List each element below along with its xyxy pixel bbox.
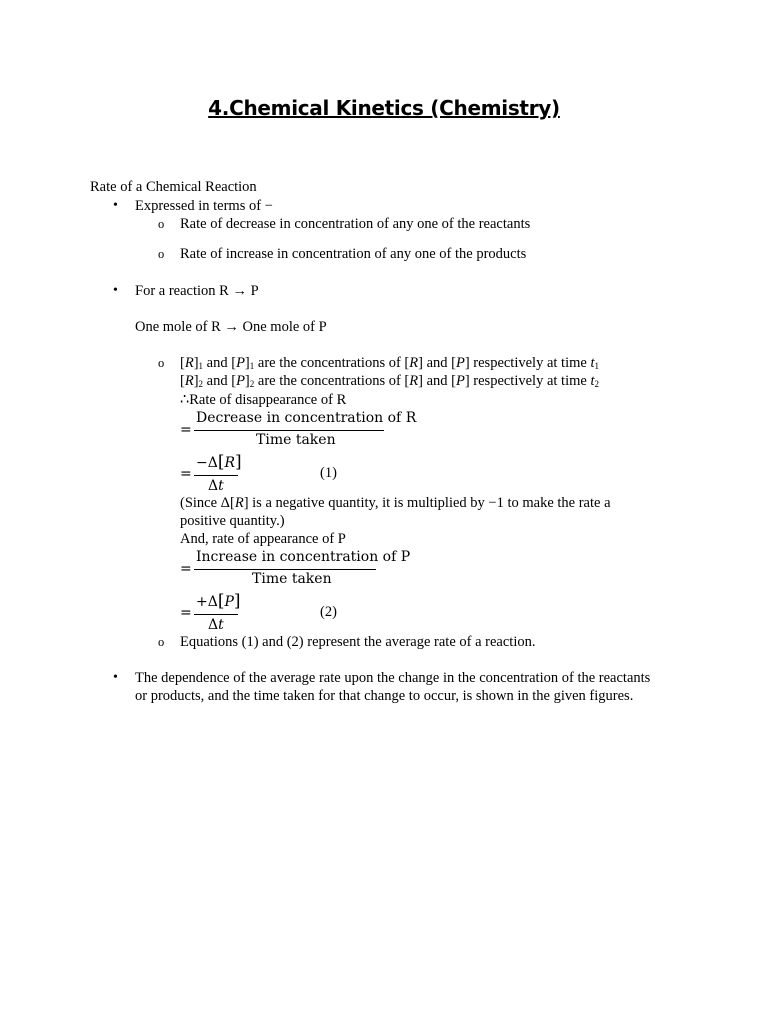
mole-relation: One mole of R → One mole of P [135, 319, 327, 335]
bullet-reaction: For a reaction R → P [135, 283, 259, 299]
rate-fraction-delta-r: = −Δ[R] Δt (1) [180, 452, 337, 494]
sub-bullet-marker: o [158, 217, 165, 231]
appearance-label: And, rate of appearance of P [180, 531, 346, 547]
sub-bullet-reactants: Rate of decrease in concentration of any one of the reactants [180, 216, 531, 232]
concentration-line-1: $[R]_1$ and $[P]_1$ are the concentrations of [R] and [P] respectively at time $t_1$ [180, 355, 599, 371]
bullet-marker: • [113, 283, 118, 298]
since-note-line-2: positive quantity.) [180, 513, 285, 529]
dependence-line-2: or products, and the time taken for that change to occur, is shown in the given figures. [135, 688, 634, 704]
bullet-marker: • [113, 670, 118, 685]
concentration-line-2: $[R]_2$ and $[P]_2$ are the concentrations of [R] and [P] respectively at time $t_2$ [180, 373, 599, 389]
disappearance-label: ∴Rate of disappearance of R [180, 392, 347, 408]
sub-bullet-marker: o [158, 356, 165, 370]
sub-bullet-products: Rate of increase in concentration of any one of the products [180, 246, 527, 262]
rate-fraction-delta-p: = +Δ[P] Δt (2) [180, 591, 337, 633]
sub-bullet-marker: o [158, 247, 165, 261]
equations-note: Equations (1) and (2) represent the average rate of a reaction. [180, 634, 536, 650]
equation-label-2: (2) [320, 604, 337, 620]
since-note-line-1: (Since Δ[R] is a negative quantity, it is multiplied by −1 to make the rate a [180, 495, 611, 511]
document-title: 4.Chemical Kinetics (Chemistry) [208, 96, 560, 120]
bullet-expressed: Expressed in terms of − [135, 198, 273, 214]
section-heading: Rate of a Chemical Reaction [90, 179, 257, 195]
rate-fraction-words-p: = Increase in concentration of P Time taken [180, 549, 411, 587]
sub-bullet-marker: o [158, 635, 165, 649]
bullet-marker: • [113, 198, 118, 213]
dependence-line-1: The dependence of the average rate upon the change in the concentration of the reactants [135, 670, 651, 686]
rate-fraction-words-r: = Decrease in concentration of R Time taken [180, 410, 417, 448]
equation-label-1: (1) [320, 465, 337, 481]
